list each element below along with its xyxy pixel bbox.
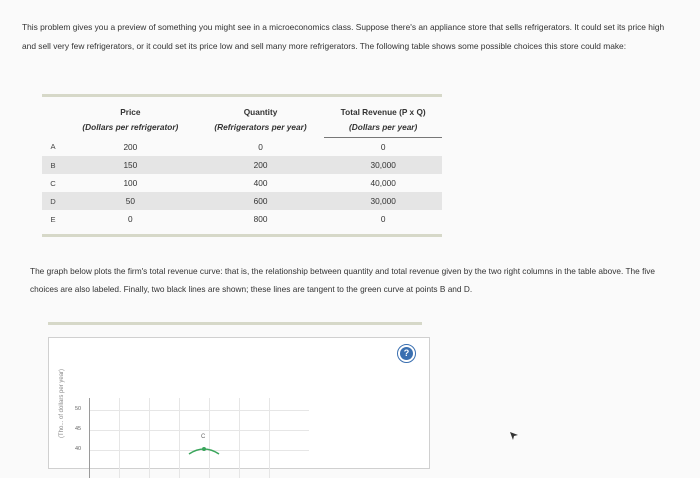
quantity-cell: 200 <box>197 156 325 174</box>
cursor-icon <box>510 432 518 440</box>
point-c-label: C <box>201 434 206 440</box>
price-cell: 150 <box>64 156 197 174</box>
help-icon[interactable] <box>397 344 416 363</box>
graph-panel[interactable] <box>48 337 430 469</box>
help-icon-glyph: ? <box>400 347 413 360</box>
revenue-cell: 0 <box>380 142 386 152</box>
graph-description: The graph below plots the firm's total revenue curve: that is, the relationship between quantity and total revenue given by the two right columns in the table above. The five choices are also labeled. Finally, two black lines are shown; these lines are tangent to the green curve at points B and D. <box>30 266 655 294</box>
price-cell: 200 <box>123 141 138 152</box>
y-tick-label: 45 <box>75 426 82 432</box>
price-cell: 0 <box>128 214 133 224</box>
choices-table <box>42 94 442 237</box>
table-row <box>42 174 442 192</box>
revenue-cell: 30,000 <box>324 192 442 210</box>
quantity-cell: 600 <box>197 192 325 210</box>
revenue-unit-header: (Dollars per year) <box>349 121 418 132</box>
table-row <box>42 156 442 174</box>
quantity-cell: 400 <box>253 178 268 188</box>
price-unit-header: (Dollars per refrigerator) <box>82 121 179 132</box>
point-c-marker[interactable] <box>202 447 206 451</box>
table-row <box>42 192 442 210</box>
revenue-cell: 0 <box>380 214 386 224</box>
table-row <box>42 210 442 228</box>
price-header: Price <box>120 106 141 117</box>
row-label: A <box>50 142 56 152</box>
revenue-cell: 30,000 <box>324 156 442 174</box>
quantity-cell: 800 <box>253 214 268 224</box>
revenue-cell: 40,000 <box>370 178 396 188</box>
plot-area[interactable] <box>75 398 309 478</box>
price-cell: 50 <box>64 192 197 210</box>
problem-intro: This problem gives you a preview of something you might see in a microeconomics class. Suppose there's an appliance store that sells refrigerators. It could set its price high and sell very few refrigerators, or it could set its price low and sell many more refrigerators. The following table shows some possible choices this store could make: <box>22 22 665 51</box>
row-label: B <box>42 156 64 174</box>
table-row <box>42 138 442 157</box>
quantity-cell: 0 <box>258 141 263 152</box>
graph-top-rule <box>48 322 422 325</box>
quantity-unit-header: (Refrigerators per year) <box>214 121 307 132</box>
table-bottom-rule <box>42 234 442 237</box>
y-tick-label: 40 <box>75 446 82 452</box>
row-label: C <box>50 178 56 188</box>
revenue-header: Total Revenue (P x Q) <box>340 106 426 117</box>
price-cell: 100 <box>123 178 138 188</box>
row-label: E <box>50 214 56 224</box>
quantity-header: Quantity <box>243 106 278 117</box>
y-tick-label: 50 <box>75 406 82 412</box>
row-label: D <box>42 192 64 210</box>
revenue-curve <box>89 398 309 478</box>
y-axis-label: (Tho... of dollars per year) <box>59 368 65 438</box>
table-top-rule <box>42 94 442 97</box>
